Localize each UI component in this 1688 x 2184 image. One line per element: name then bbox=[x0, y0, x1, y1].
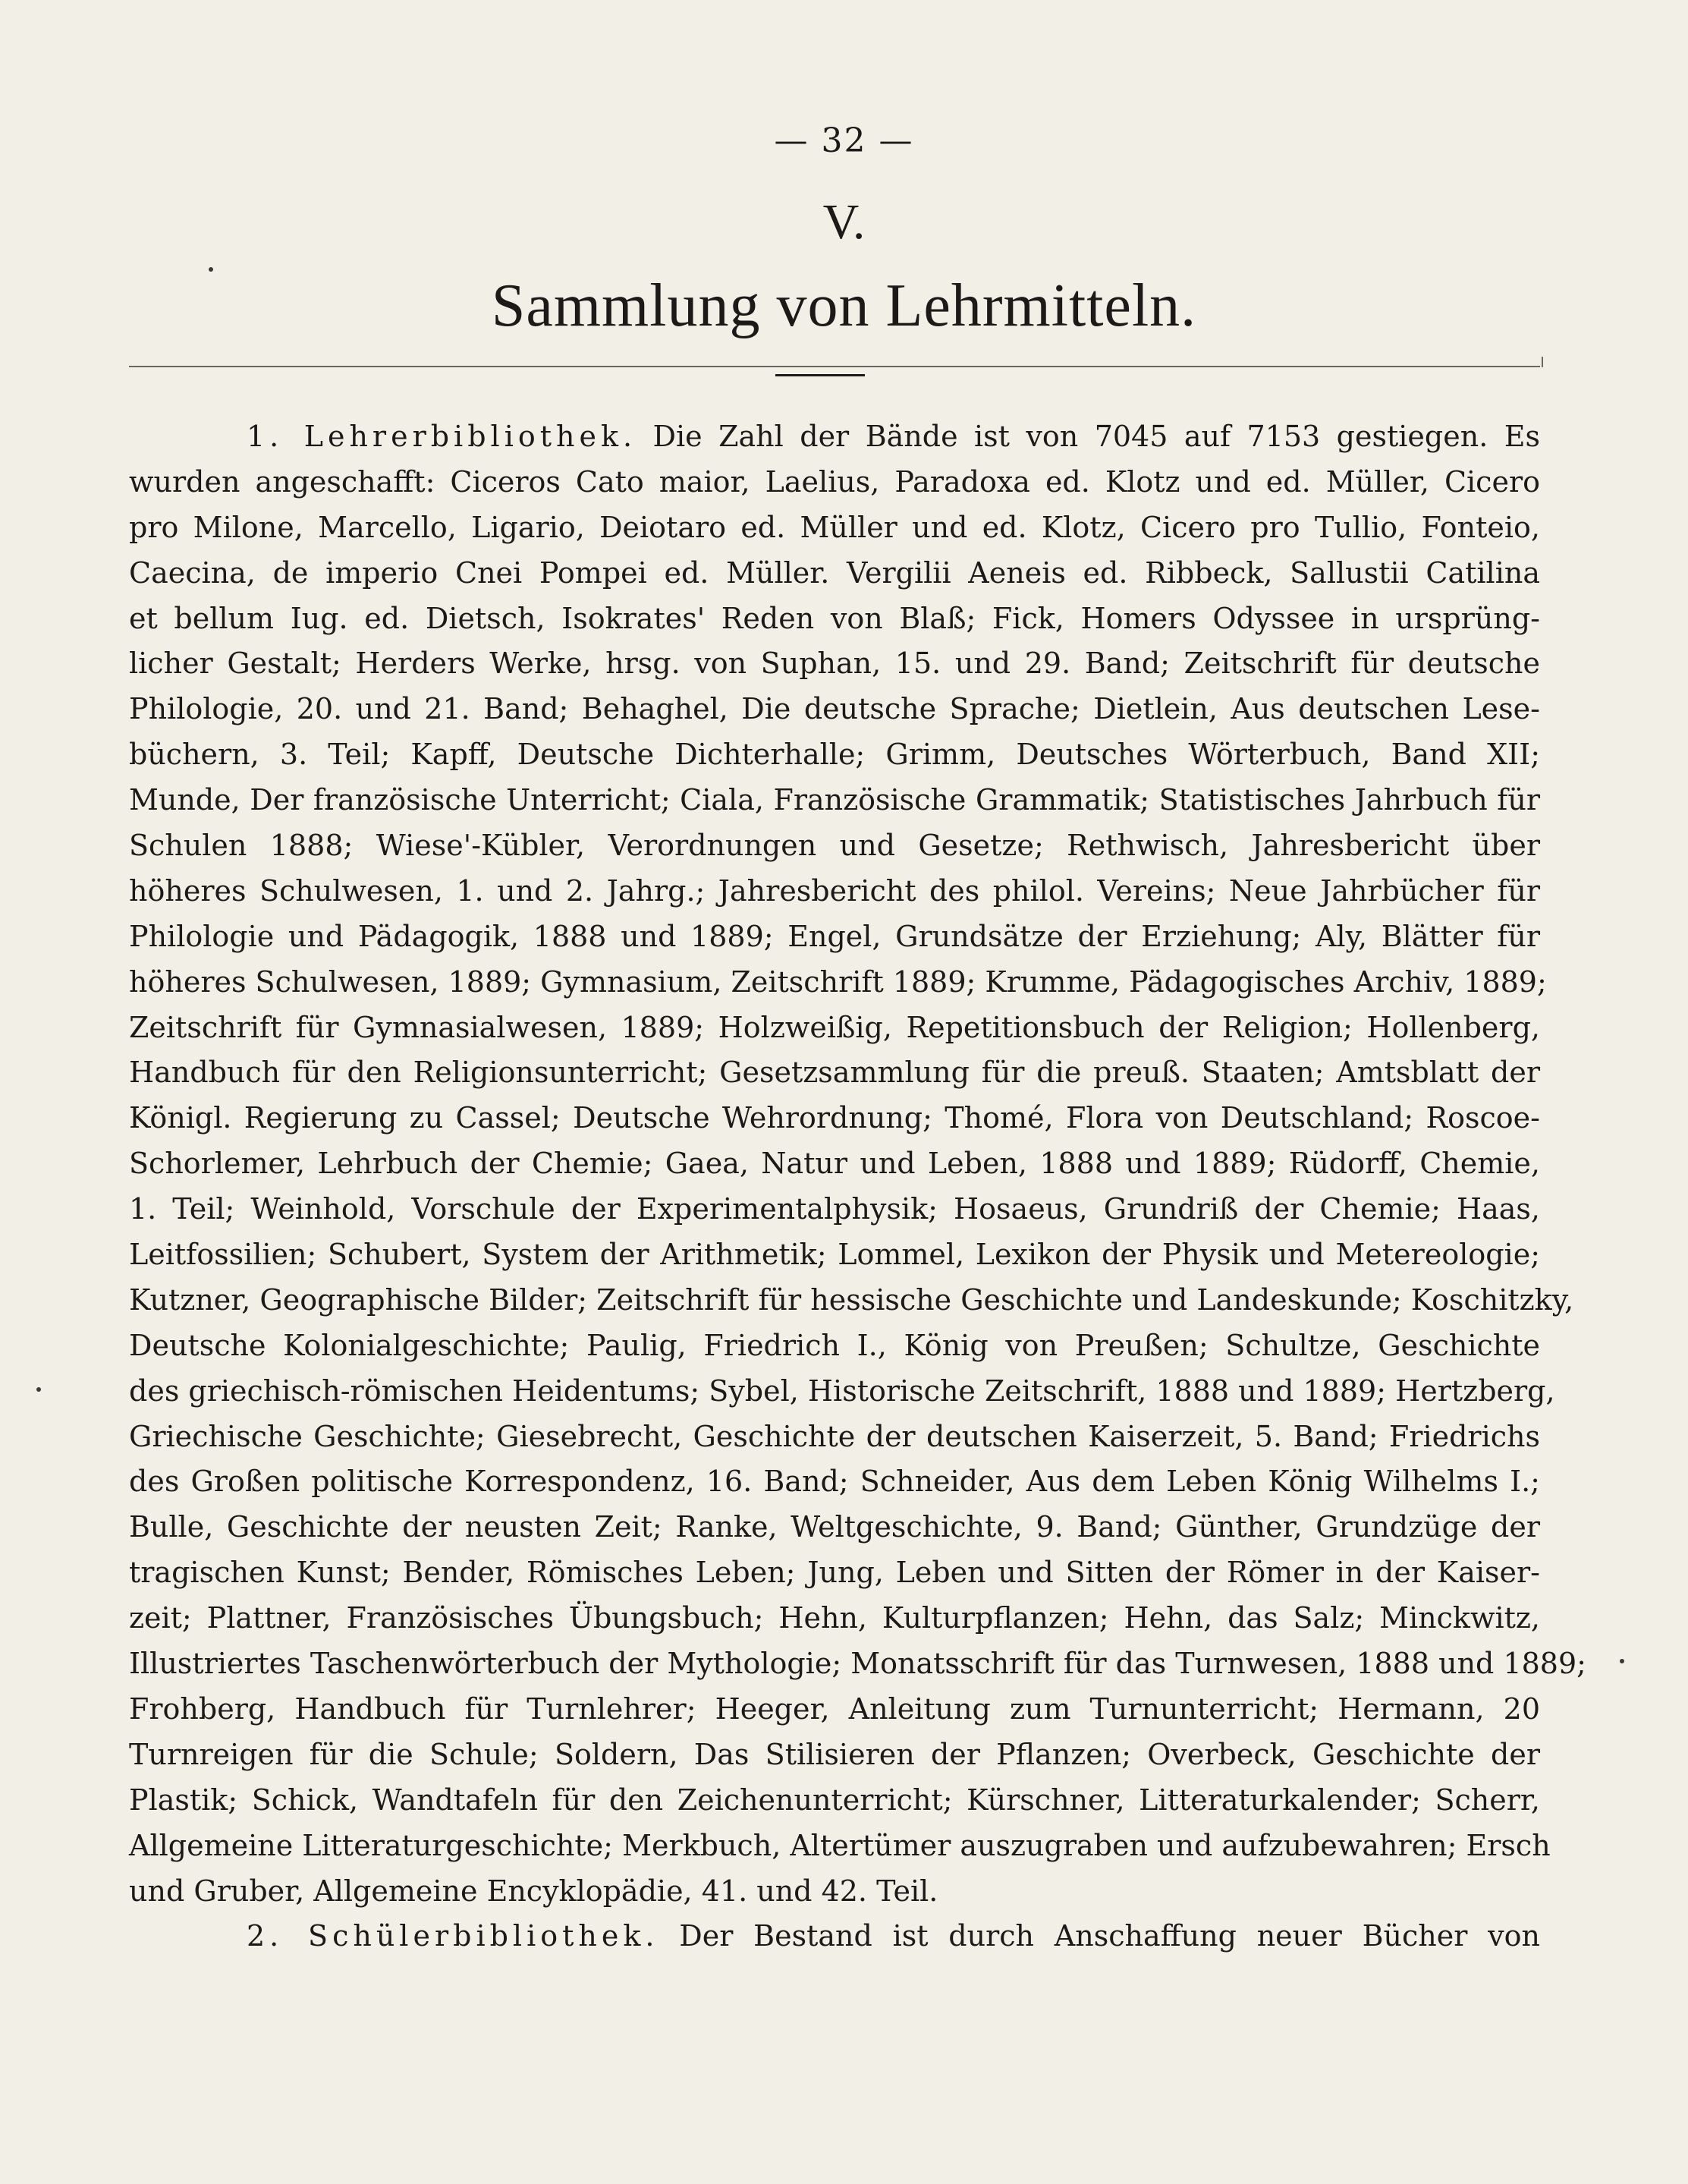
text-line: des griechisch-römischen Heidentums; Sybel, Historische Zeitschrift, 1888 und 1889; Hertzberg, bbox=[129, 1374, 1555, 1408]
text-line: Schorlemer, Lehrbuch der Chemie; Gaea, Natur und Leben, 1888 und 1889; Rüdorff, Chemie, bbox=[129, 1147, 1540, 1181]
text-line: Schulen 1888; Wiese'-Kübler, Verordnungen und Gesetze; Rethwisch, Jahresbericht über bbox=[129, 829, 1540, 863]
text-line: büchern, 3. Teil; Kapff, Deutsche Dichterhalle; Grimm, Deutsches Wörterbuch, Band XII; bbox=[129, 738, 1540, 772]
page-number: — 32 — bbox=[774, 121, 914, 160]
text-line: Leitfossilien; Schubert, System der Arithmetik; Lommel, Lexikon der Physik und Metereologie; bbox=[129, 1238, 1540, 1272]
text-line: Philologie und Pädagogik, 1888 und 1889; Engel, Grundsätze der Erziehung; Aly, Blätter für bbox=[129, 919, 1540, 953]
paragraph-first-line bbox=[129, 1914, 1540, 1959]
text-line: Turnreigen für die Schule; Soldern, Das Stilisieren der Pflanzen; Overbeck, Geschichte der bbox=[129, 1737, 1540, 1771]
paper-speck bbox=[1620, 1659, 1624, 1663]
text-line: Königl. Regierung zu Cassel; Deutsche Wehrordnung; Thomé, Flora von Deutschland; Roscoe- bbox=[129, 1101, 1540, 1135]
text-line: Plastik; Schick, Wandtafeln für den Zeichenunterricht; Kürschner, Litteraturkalender; Scherr, bbox=[129, 1783, 1540, 1817]
body-text bbox=[129, 414, 1586, 1953]
text-line: tragischen Kunst; Bender, Römisches Leben; Jung, Leben und Sitten der Römer in der Kaiser- bbox=[129, 1556, 1540, 1590]
text-line: höheres Schulwesen, 1. und 2. Jahrg.; Jahresbericht des philol. Vereins; Neue Jahrbücher für bbox=[129, 873, 1540, 908]
text-line: et bellum Iug. ed. Dietsch, Isokrates' Reden von Blaß; Fick, Homers Odyssee in ursprüng- bbox=[129, 601, 1540, 635]
section-numeral: V. bbox=[822, 194, 866, 250]
text-line: Der Bestand ist durch Anschaffung neuer Bücher von bbox=[659, 1919, 1540, 1953]
text-line: des Großen politische Korrespondenz, 16. Band; Schneider, Aus dem Leben König Wilhelms I.; bbox=[129, 1465, 1540, 1499]
text-line: Die Zahl der Bände ist von 7045 auf 7153 gestiegen. Es bbox=[637, 420, 1540, 453]
text-line: zeit; Plattner, Französisches Übungsbuch; Hehn, Kulturpflanzen; Hehn, das Salz; Minckwitz, bbox=[129, 1601, 1540, 1635]
text-line: und Gruber, Allgemeine Encyklopädie, 41. und 42. Teil. bbox=[129, 1874, 938, 1908]
paragraph-label-schuelerbibliothek: 2. Schülerbibliothek. bbox=[247, 1919, 659, 1953]
text-line: licher Gestalt; Herders Werke, hrsg. von Suphan, 15. und 29. Band; Zeitschrift für deutsche bbox=[129, 647, 1540, 681]
text-line: Bulle, Geschichte der neusten Zeit; Ranke, Weltgeschichte, 9. Band; Günther, Grundzüge der bbox=[129, 1510, 1540, 1544]
text-line: 1. Teil; Weinhold, Vorschule der Experimentalphysik; Hosaeus, Grundriß der Chemie; Haas, bbox=[129, 1192, 1540, 1226]
text-line: pro Milone, Marcello, Ligario, Deiotaro ed. Müller und ed. Klotz, Cicero pro Tullio, Fonteio, bbox=[129, 510, 1540, 544]
text-line: Allgemeine Litteraturgeschichte; Merkbuch, Altertümer auszugraben und aufzubewahren; Ersch bbox=[129, 1828, 1551, 1862]
text-line: Munde, Der französische Unterricht; Ciala, Französische Grammatik; Statistisches Jahrbuch für bbox=[129, 783, 1540, 817]
paragraph-first-line bbox=[129, 414, 1540, 460]
text-line: Frohberg, Handbuch für Turnlehrer; Heeger, Anleitung zum Turnunterricht; Hermann, 20 bbox=[129, 1691, 1540, 1726]
text-line: Handbuch für den Religionsunterricht; Gesetzsammlung für die preuß. Staaten; Amtsblatt der bbox=[129, 1056, 1540, 1090]
text-line: Griechische Geschichte; Giesebrecht, Geschichte der deutschen Kaiserzeit, 5. Band; Friedrichs bbox=[129, 1419, 1540, 1453]
text-line: Zeitschrift für Gymnasialwesen, 1889; Holzweißig, Repetitionsbuch der Religion; Hollenberg, bbox=[129, 1010, 1540, 1044]
text-line: höheres Schulwesen, 1889; Gymnasium, Zeitschrift 1889; Krumme, Pädagogisches Archiv, 1889; bbox=[129, 965, 1547, 999]
paper-speck bbox=[209, 267, 213, 272]
paper-speck bbox=[36, 1387, 41, 1392]
paragraph-label-lehrerbibliothek: 1. Lehrerbibliothek. bbox=[247, 420, 637, 453]
text-line: Philologie, 20. und 21. Band; Behaghel, Die deutsche Sprache; Dietlein, Aus deutschen Lese- bbox=[129, 692, 1540, 726]
short-rule bbox=[775, 374, 865, 376]
text-line: Kutzner, Geographische Bilder; Zeitschrift für hessische Geschichte und Landeskunde; Koschitzky, bbox=[129, 1282, 1574, 1317]
separator-rule bbox=[129, 366, 1540, 367]
text-line: Caecina, de imperio Cnei Pompei ed. Müller. Vergilii Aeneis ed. Ribbeck, Sallustii Catilina bbox=[129, 555, 1540, 590]
text-line: Illustriertes Taschenwörterbuch der Mythologie; Monatsschrift für das Turnwesen, 1888 und 1889; bbox=[129, 1647, 1586, 1681]
text-line: Deutsche Kolonialgeschichte; Paulig, Friedrich I., König von Preußen; Schultze, Geschichte bbox=[129, 1328, 1540, 1362]
section-title: Sammlung von Lehrmitteln. bbox=[491, 272, 1197, 339]
text-line: wurden angeschafft: Ciceros Cato maior, Laelius, Paradoxa ed. Klotz und ed. Müller, Cicero bbox=[129, 464, 1540, 499]
